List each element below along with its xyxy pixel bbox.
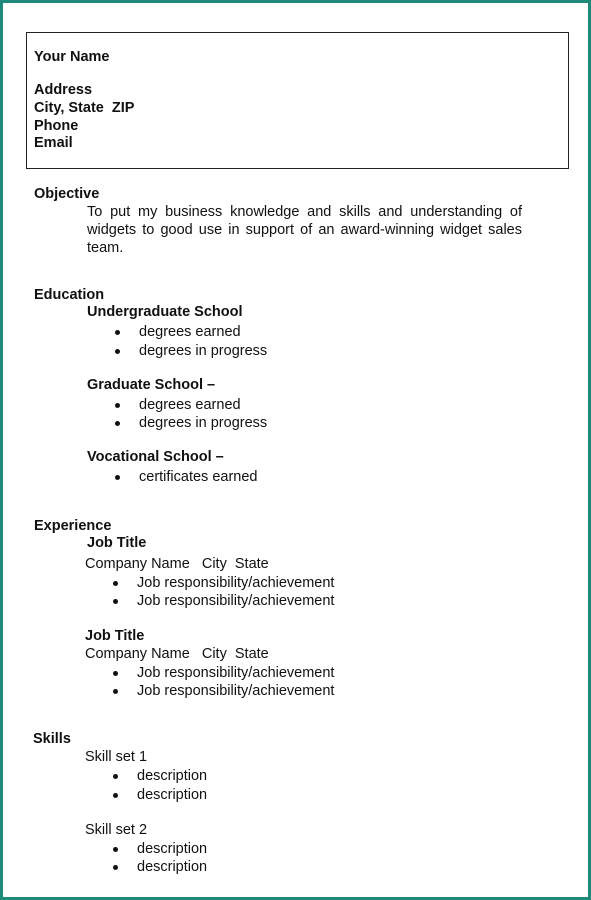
objective-text: To put my business knowledge and skills and understanding of widgets to good use in support of an award-winning widget sales team. [87, 204, 522, 256]
list-item: description [137, 841, 208, 857]
school-name: Graduate School – [87, 377, 216, 393]
your-name: Your Name [34, 49, 110, 65]
company-line: Company Name City State [85, 646, 269, 662]
education-heading: Education [34, 287, 105, 303]
objective-heading: Objective [34, 186, 100, 202]
bullet-icon [113, 581, 118, 586]
skills-heading: Skills [33, 731, 71, 747]
list-item: certificates earned [139, 469, 258, 485]
company-line: Company Name City State [85, 556, 269, 572]
experience-heading: Experience [34, 518, 112, 534]
list-item: Job responsibility/achievement [137, 593, 335, 609]
phone: Phone [34, 118, 79, 134]
skill-set-name: Skill set 2 [85, 822, 148, 838]
school-name: Vocational School – [87, 449, 224, 465]
address: Address [34, 82, 93, 98]
school-name: Undergraduate School [87, 304, 243, 320]
list-item: degrees earned [139, 324, 241, 340]
bullet-icon [113, 793, 118, 798]
list-item: description [137, 768, 208, 784]
bullet-icon [113, 847, 118, 852]
list-item: degrees in progress [139, 343, 268, 359]
bullet-icon [115, 349, 120, 354]
bullet-icon [113, 774, 118, 779]
bullet-icon [113, 599, 118, 604]
bullet-icon [113, 671, 118, 676]
bullet-icon [113, 689, 118, 694]
list-item: Job responsibility/achievement [137, 683, 335, 699]
list-item: degrees earned [139, 397, 241, 413]
list-item: Job responsibility/achievement [137, 665, 335, 681]
bullet-icon [115, 403, 120, 408]
job-title: Job Title [87, 535, 147, 551]
list-item: Job responsibility/achievement [137, 575, 335, 591]
bullet-icon [115, 421, 120, 426]
bullet-icon [115, 475, 120, 480]
city-state-zip: City, State ZIP [34, 100, 135, 116]
list-item: description [137, 787, 208, 803]
bullet-icon [113, 865, 118, 870]
email: Email [34, 135, 73, 151]
list-item: degrees in progress [139, 415, 268, 431]
list-item: description [137, 859, 208, 875]
skill-set-name: Skill set 1 [85, 749, 148, 765]
bullet-icon [115, 330, 120, 335]
job-title: Job Title [85, 628, 145, 644]
